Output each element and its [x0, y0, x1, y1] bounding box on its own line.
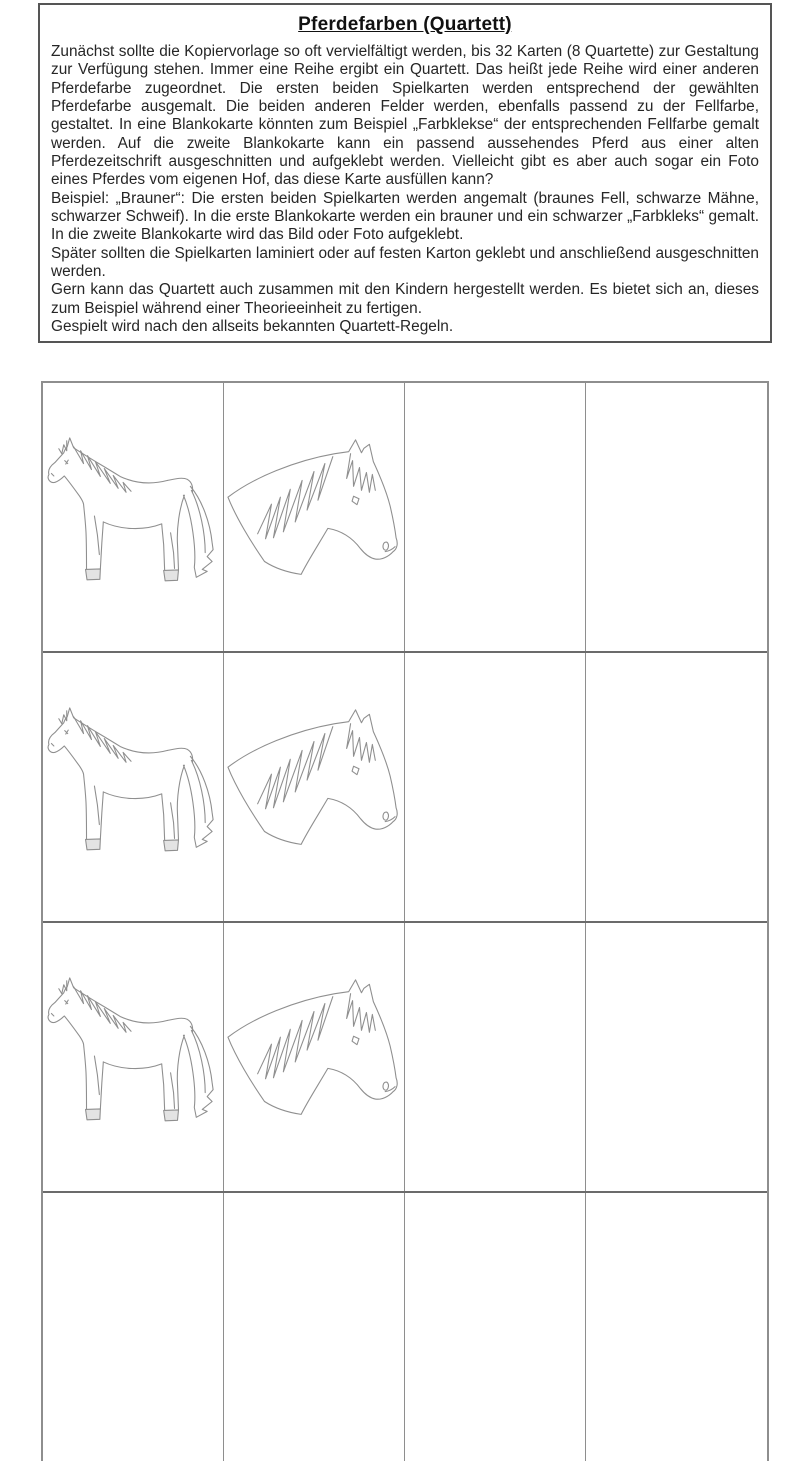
page-title: Pferdefarben (Quartett)	[298, 14, 512, 35]
card-r2-blank-1	[405, 653, 586, 921]
card-r1-blank-2	[586, 383, 767, 651]
quartet-card-grid	[41, 381, 769, 1461]
card-row-1	[43, 383, 767, 653]
card-r2-horse-head	[224, 653, 405, 921]
horse-head-icon	[224, 653, 404, 921]
horse-side-icon	[43, 653, 223, 921]
card-r4-horse-side	[43, 1193, 224, 1461]
horse-side-icon	[43, 383, 223, 651]
card-row-4-clipped	[43, 1193, 767, 1461]
instructions-box	[38, 3, 772, 343]
card-r3-horse-side	[43, 923, 224, 1191]
instructions-paragraph-3: Später sollten die Spielkarten laminiert oder auf festen Karton geklebt und anschließend ausgeschnitten werden.	[51, 244, 759, 281]
instructions-paragraph-1: Zunächst sollte die Kopiervorlage so oft vervielfältigt werden, bis 32 Karten (8 Quartette) zur Gestaltung zur Verfügung stehen. Immer eine Reihe ergibt ein Quartett. Das heißt jede Reihe wird einer anderen Pferdefarbe zugeordnet. Die ersten beiden Spielkarten werden entsprechend der gewählten Pferdefarbe ausgemalt. Die beiden anderen Felder werden, ebenfalls passend zu der Fellfarbe, gestaltet. In eine Blankokarte könnten zum Beispiel „Farbklekse“ der entsprechenden Fellfarbe gemalt werden. Auf die zweite Blankokarte kann ein passend aussehendes Pferd aus einer alten Pferdezeitschrift ausgeschnitten und aufgeklebt werden. Vielleicht gibt es aber auch sogar ein Foto eines Pferdes vom eigenen Hof, das diese Karte ausfüllen kann?	[51, 43, 759, 189]
horse-head-icon	[224, 383, 404, 651]
card-r3-blank-2	[586, 923, 767, 1191]
card-r3-blank-1	[405, 923, 586, 1191]
card-r1-horse-side	[43, 383, 224, 651]
card-r2-horse-side	[43, 653, 224, 921]
instructions-paragraph-5: Gespielt wird nach den allseits bekannten Quartett-Regeln.	[51, 318, 454, 336]
card-r4-horse-head	[224, 1193, 405, 1461]
horse-side-icon	[43, 923, 223, 1191]
card-r2-blank-2	[586, 653, 767, 921]
instructions-paragraph-4: Gern kann das Quartett auch zusammen mit den Kindern hergestellt werden. Es bietet sich an, dieses zum Beispiel während einer Theorieeinheit zu fertigen.	[51, 281, 759, 317]
card-r1-horse-head	[224, 383, 405, 651]
horse-head-icon	[224, 923, 404, 1191]
card-r1-blank-1	[405, 383, 586, 651]
card-r3-horse-head	[224, 923, 405, 1191]
instructions-paragraph-2: Beispiel: „Brauner“: Die ersten beiden Spielkarten werden angemalt (braunes Fell, schwarze Mähne, schwarzer Schweif). In die erste Blankokarte werden ein brauner und ein schwarzer „Farbkleks“ gemalt. In die zweite Blankokarte wird das Bild oder Foto aufgeklebt.	[51, 189, 759, 244]
card-row-3	[43, 923, 767, 1193]
card-r4-blank-2	[586, 1193, 767, 1461]
card-r4-blank-1	[405, 1193, 586, 1461]
card-row-2	[43, 653, 767, 923]
